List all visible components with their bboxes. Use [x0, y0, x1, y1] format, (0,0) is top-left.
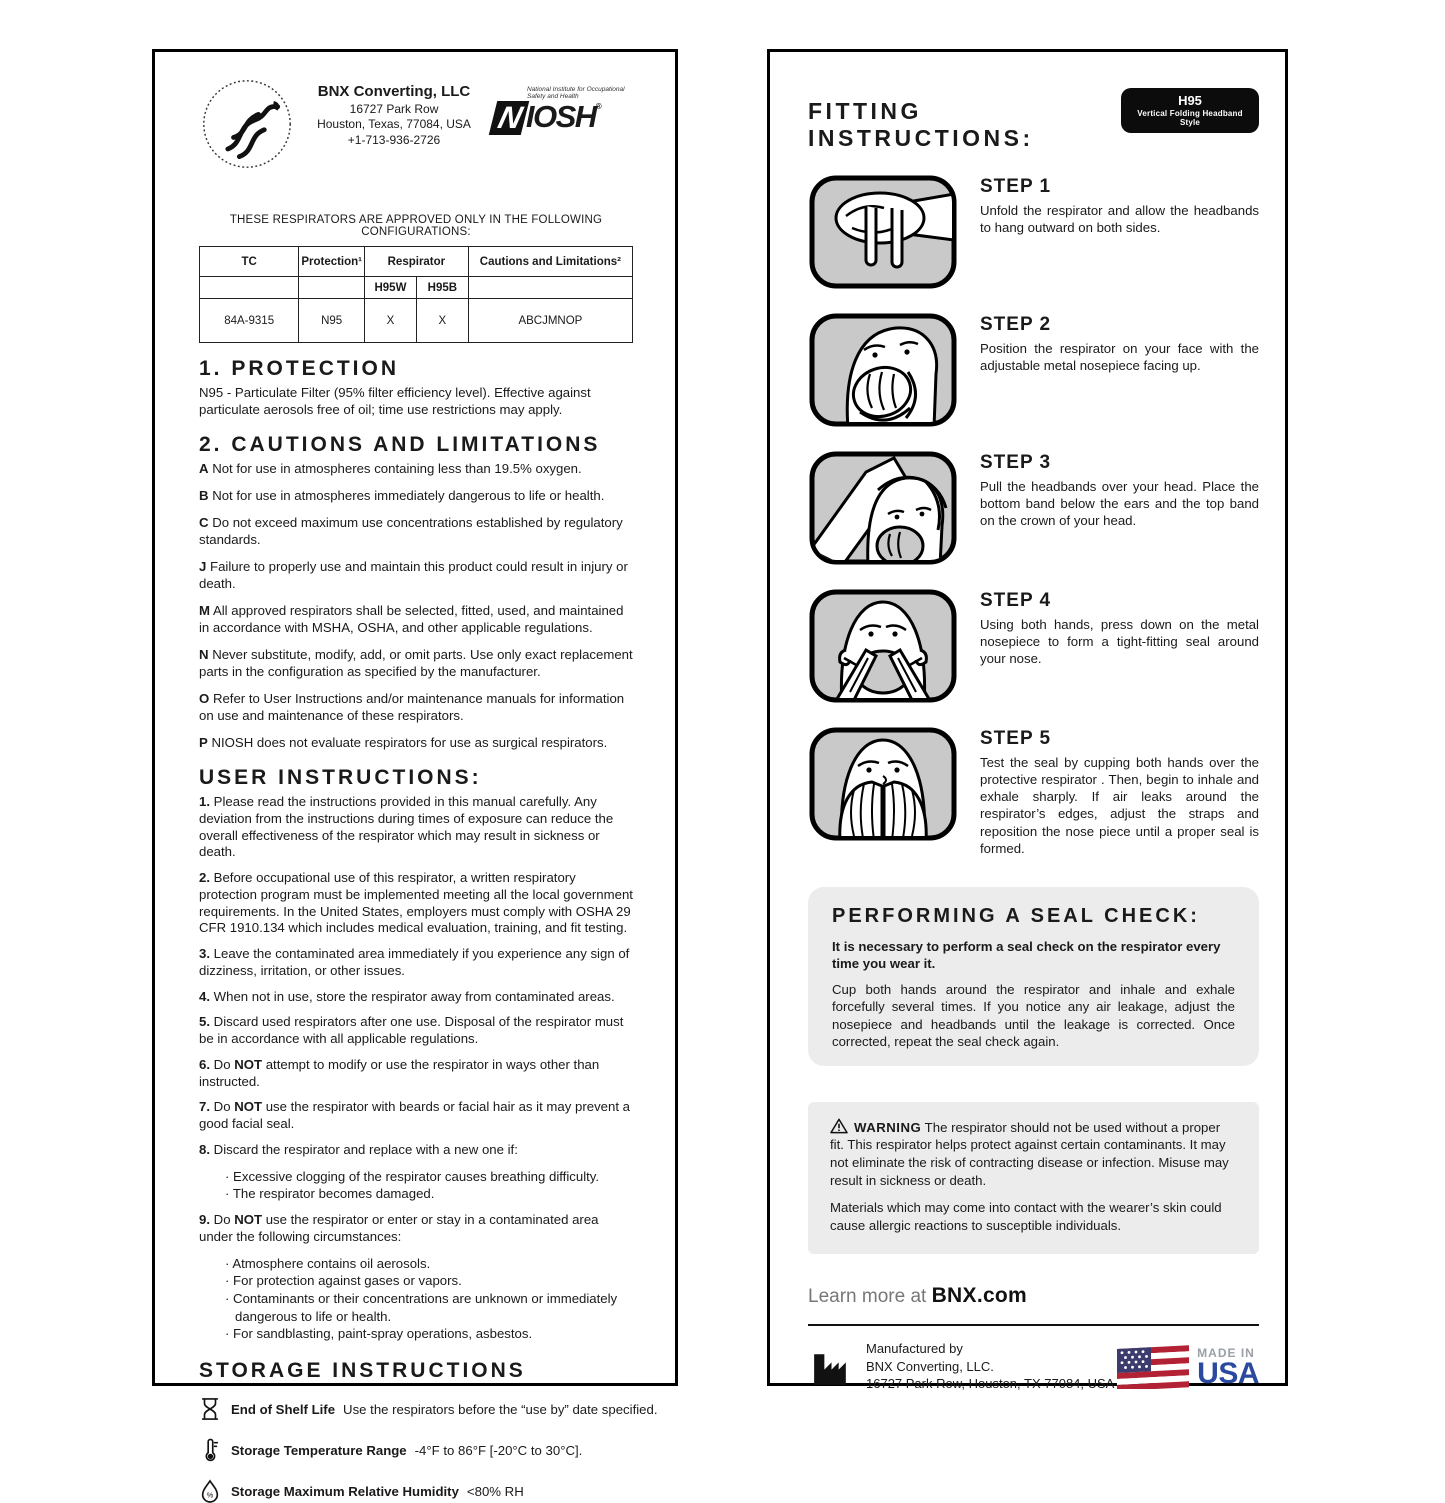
empty-cell — [468, 277, 632, 299]
warning-box — [808, 1102, 1259, 1254]
user-instruction-item: 1. Please read the instructions provided in this manual carefully. Any deviation from the instructions during times of exposure can reduce the overall effectiveness of the respirator which may result in sickness or death. — [199, 793, 614, 860]
sub-h95w: H95W — [365, 277, 417, 299]
user-instruction-item: 3. Leave the contaminated area immediately if you experience any sign of dizziness, irritation, or other issues. — [199, 946, 630, 978]
company-address-block — [317, 82, 471, 148]
caution-item: N Never substitute, modify, add, or omit parts. Use only exact replacement parts in the configuration as specified by the manufacturer. — [199, 647, 633, 679]
fitting-instructions-heading: FITTING INSTRUCTIONS: — [808, 98, 1034, 151]
warning-triangle-icon — [830, 1118, 848, 1134]
col-respirator: Respirator — [365, 247, 469, 277]
step-text: Pull the headbands over your head. Place the bottom band below the ears and the top band on the crown of your head. — [980, 479, 1259, 529]
made-in-label: MADE IN — [1197, 1345, 1255, 1360]
instruction-sub-bullets — [225, 1168, 633, 1203]
instruction-sub-bullets — [225, 1255, 633, 1343]
storage-list — [199, 1397, 658, 1503]
manufacturer-street: 16727 Park Row, Houston, TX 77084, USA — [866, 1376, 1115, 1392]
caution-item: P NIOSH does not evaluate respirators for use as surgical respirators. — [199, 735, 608, 751]
humidity-icon — [199, 1479, 221, 1503]
warning-text-1: The respirator should not be used without a proper fit. This respirator helps protect against certain contaminants. It may not eliminate the risk of contracting disease or infection. Misuse may result in sickness or death. — [830, 1119, 1229, 1188]
storage-row — [199, 1397, 658, 1421]
step-title: STEP 1 — [980, 176, 1052, 197]
hourglass-icon — [199, 1397, 221, 1421]
approval-table — [199, 246, 633, 343]
left-panel-header — [199, 76, 633, 172]
seal-check-heading: PERFORMING A SEAL CHECK: — [832, 904, 1200, 927]
phone-number: +1-713-936-2726 — [347, 132, 441, 147]
hhs-eagle-logo — [199, 76, 295, 172]
storage-text: <80% RH — [466, 1483, 524, 1499]
bullet-item: · For sandblasting, paint-spray operations, asbestos. — [225, 1326, 533, 1342]
bullet-item: · The respirator becomes damaged. — [225, 1186, 435, 1202]
storage-label: End of Shelf Life — [231, 1401, 336, 1417]
empty-cell — [200, 277, 299, 299]
thermometer-icon — [199, 1438, 221, 1462]
address-line-1: 16727 Park Row — [349, 101, 439, 116]
step-title: STEP 2 — [980, 314, 1052, 335]
user-instruction-item: 8. Discard the respirator and replace with a new one if: — [199, 1142, 518, 1157]
user-instruction-item: 9. Do NOT use the respirator or enter or stay in a contaminated area under the following circumstances: — [199, 1212, 599, 1244]
step-text: Test the seal by cupping both hands over the protective respirator . Then, begin to inhale and exhale sharply. If air leaks around the respirator’s edges, adjust the straps and reposition the nose piece until a proper seal is formed. — [980, 755, 1259, 856]
step-title: STEP 5 — [980, 728, 1052, 749]
caution-item: O Refer to User Instructions and/or maintenance manuals for information on use and maintenance of these respirators. — [199, 691, 625, 723]
learn-more: Learn more at BNX.com — [808, 1284, 1028, 1308]
seal-check-box — [808, 887, 1259, 1066]
made-in-usa — [1117, 1343, 1259, 1389]
registered-mark: ® — [595, 101, 601, 111]
protection-body: N95 - Particulate Filter (95% filter efficiency level). Effective against particulate aerosols free of oil; time use restrictions may apply. — [199, 385, 591, 417]
svg-text:%: % — [206, 1490, 214, 1500]
bullet-item: · Contaminants or their concentrations are unknown or immediately dangerous to life or health. — [225, 1291, 618, 1324]
footer-divider — [808, 1324, 1259, 1326]
fitting-step-2 — [808, 312, 1259, 428]
model-name: H95 — [1178, 93, 1202, 108]
step2-illustration-icon — [808, 312, 958, 428]
approval-panel — [152, 49, 678, 1500]
usa-label: USA — [1197, 1356, 1259, 1390]
storage-label: Storage Maximum Relative Humidity — [231, 1483, 459, 1499]
caution-item: M All approved respirators shall be selected, fitted, used, and maintained in accordance with MSHA, OSHA, and other applicable regulations. — [199, 603, 624, 635]
user-instruction-item: 5. Discard used respirators after one use. Disposal of the respirator must be in accordance with all applicable regulations. — [199, 1014, 624, 1047]
us-flag-icon — [1117, 1343, 1189, 1389]
col-protection: Protection¹ — [299, 247, 365, 277]
h95w-value: X — [365, 299, 417, 343]
model-badge — [1121, 88, 1259, 133]
manufacturer-row — [808, 1340, 1259, 1393]
user-instruction-item: 7. Do NOT use the respirator with beards or facial hair as it may prevent a good facial seal. — [199, 1099, 630, 1132]
user-instruction-item: 2. Before occupational use of this respirator, a written respiratory protection program must be implemented meeting all the local government requirements. In the United States, employers must comply with OSHA 29 CFR 1910.134 which includes medical evaluation, training, and fit testing. — [199, 870, 633, 936]
bullet-item: · For protection against gases or vapors. — [225, 1273, 462, 1289]
sub-h95b: H95B — [416, 277, 468, 299]
fitting-step-3 — [808, 450, 1259, 566]
step-text: Position the respirator on your face with the adjustable metal nosepiece facing up. — [980, 341, 1259, 374]
protection-heading: 1. PROTECTION — [199, 357, 400, 380]
storage-label: Storage Temperature Range — [231, 1442, 407, 1458]
step-title: STEP 3 — [980, 452, 1052, 473]
caution-item: C Do not exceed maximum use concentrations established by regulatory standards. — [199, 515, 623, 547]
approval-intro: THESE RESPIRATORS ARE APPROVED ONLY IN THE FOLLOWING CONFIGURATIONS: — [229, 214, 603, 238]
warning-text-2: Materials which may come into contact with the wearer’s skin could cause allergic reactions to susceptible individuals. — [830, 1200, 1222, 1233]
h95b-value: X — [416, 299, 468, 343]
factory-icon — [808, 1343, 854, 1389]
step5-illustration-icon — [808, 726, 958, 842]
storage-row — [199, 1479, 633, 1503]
step1-illustration-icon — [808, 174, 958, 290]
warning-paragraph-1 — [830, 1118, 1237, 1189]
manufacturer-address — [866, 1340, 1114, 1393]
warning-label: WARNING — [854, 1119, 922, 1135]
storage-row — [199, 1438, 633, 1462]
user-instruction-item: 4. When not in use, store the respirator away from contaminated areas. — [199, 988, 615, 1004]
seal-check-body: Cup both hands around the respirator and inhale and exhale forcefully several times. If you notice any air leakage, adjust the nosepiece and headbands until the leakage is corrected. Once corrected, repeat the seal check again. — [832, 982, 1235, 1049]
step-text: Unfold the respirator and allow the headbands to hang outward on both sides. — [980, 203, 1259, 236]
storage-text: -4°F to 86°F [-20°C to 30°C]. — [414, 1442, 583, 1458]
manufactured-by: Manufactured by — [866, 1341, 963, 1357]
manufacturer-name: BNX Converting, LLC. — [866, 1358, 994, 1374]
fitting-panel — [767, 49, 1288, 1392]
step-text: Using both hands, press down on the metal nosepiece to form a tight-fitting seal around your nose. — [980, 617, 1259, 667]
col-tc: TC — [200, 247, 299, 277]
protection-value: N95 — [299, 299, 365, 343]
caution-item: B Not for use in atmospheres immediately dangerous to life or health. — [199, 487, 605, 503]
niosh-wordmark: IOSH — [525, 98, 596, 134]
bnx-com-link[interactable]: BNX.com — [931, 1284, 1028, 1308]
address-line-2: Houston, Texas, 77084, USA — [317, 117, 471, 132]
seal-check-bold-text: It is necessary to perform a seal check on the respirator every time you wear it. — [832, 938, 1221, 972]
fitting-step-5 — [808, 726, 1259, 857]
niosh-logo — [493, 86, 633, 135]
eagle-head — [273, 101, 279, 111]
col-cautions: Cautions and Limitations² — [468, 247, 632, 277]
caution-item: A Not for use in atmospheres containing less than 19.5% oxygen. — [199, 460, 582, 476]
bullet-item: · Atmosphere contains oil aerosols. — [225, 1255, 431, 1271]
niosh-n-mark: N — [489, 101, 529, 135]
niosh-subtitle: National Institute for Occupational Safety and Health — [527, 86, 625, 101]
caution-item: J Failure to properly use and maintain this product could result in injury or death. — [199, 559, 628, 591]
fitting-step-4 — [808, 588, 1259, 704]
cautions-value: ABCJMNOP — [468, 299, 632, 343]
cautions-heading: 2. CAUTIONS AND LIMITATIONS — [199, 432, 601, 456]
step-title: STEP 4 — [980, 590, 1052, 611]
step4-illustration-icon — [808, 588, 958, 704]
model-style: Vertical Folding Headband Style — [1137, 109, 1243, 127]
empty-cell — [299, 277, 365, 299]
storage-heading: STORAGE INSTRUCTIONS — [199, 1359, 526, 1383]
tc-value: 84A-9315 — [200, 299, 299, 343]
company-name: BNX Converting, LLC — [317, 83, 471, 100]
fitting-step-1 — [808, 174, 1259, 290]
bullet-item: · Excessive clogging of the respirator causes breathing difficulty. — [225, 1168, 600, 1184]
user-instruction-item: 6. Do NOT attempt to modify or use the respirator in ways other than instructed. — [199, 1056, 600, 1089]
storage-text: Use the respirators before the “use by” date specified. — [343, 1401, 658, 1417]
step3-illustration-icon — [808, 450, 958, 566]
user-instructions-heading: USER INSTRUCTIONS: — [199, 765, 482, 789]
